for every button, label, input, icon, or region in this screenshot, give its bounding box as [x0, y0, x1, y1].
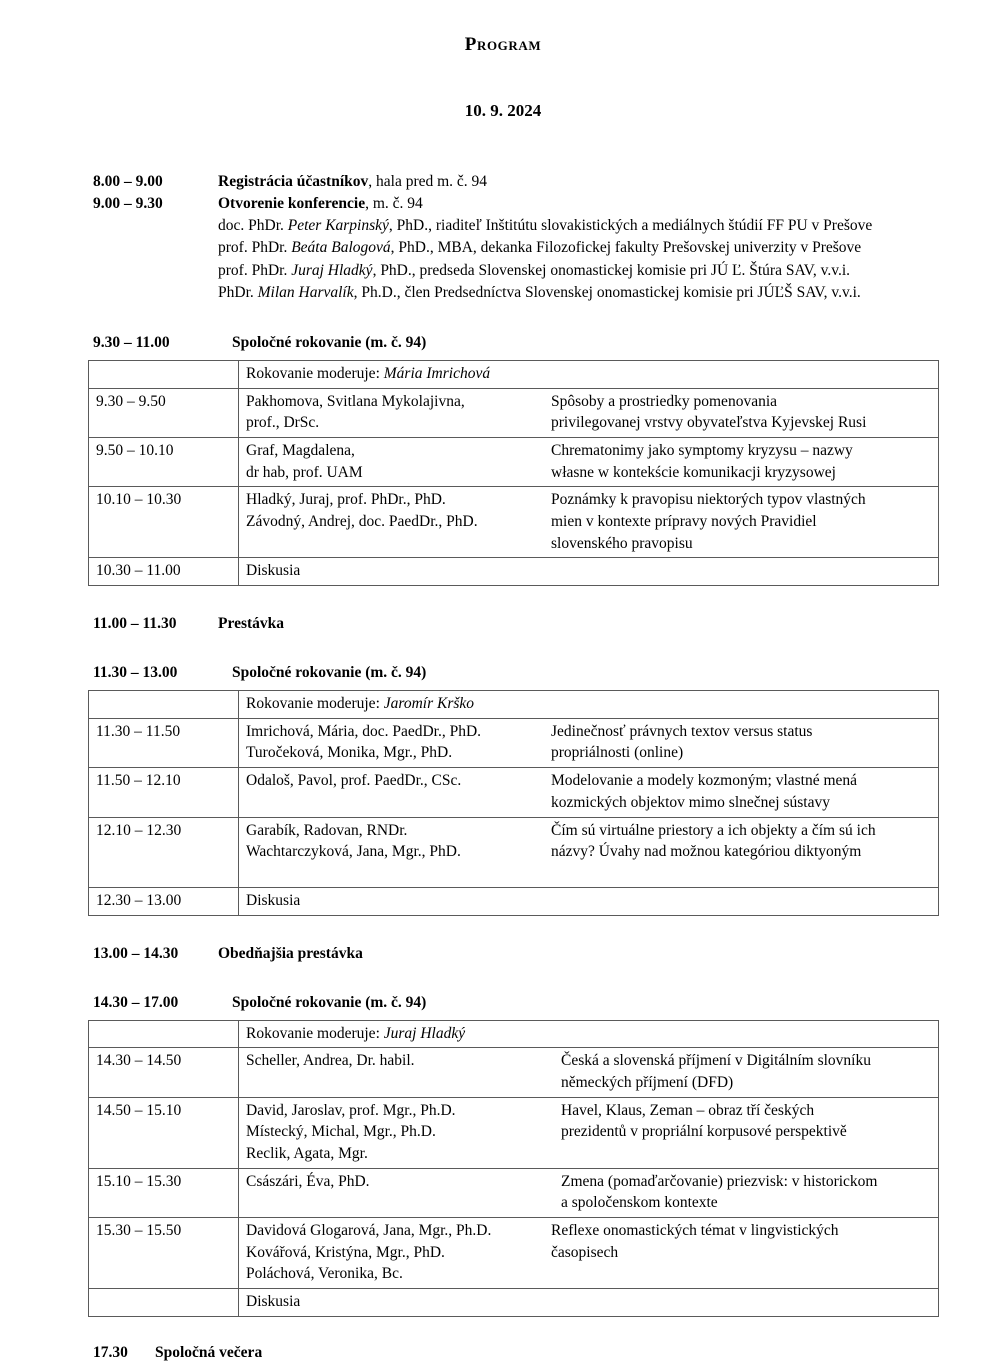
- speaker-name: Juraj Hladký: [291, 261, 373, 279]
- table-row: [89, 487, 939, 558]
- session-2-label: Spoločné rokovanie (m. č. 94): [232, 664, 427, 682]
- discussion-label: Diskusia: [246, 562, 301, 580]
- row-content: [239, 887, 939, 915]
- moderator-row: [89, 360, 939, 388]
- table-row: [89, 1218, 939, 1289]
- page-title: Program: [464, 34, 542, 55]
- row-authors: Imrichová, Mária, doc. PaedDr., PhD. Turočeková, Monika, Mgr., PhD.: [246, 722, 482, 762]
- moderator-cell: Rokovanie moderuje: Mária Imrichová: [239, 360, 939, 388]
- row-content: [239, 1097, 939, 1168]
- row-time: 14.30 – 14.50: [89, 1048, 239, 1097]
- opening-row: [0, 193, 1006, 215]
- moderator-time-cell: [89, 691, 239, 719]
- speaker-entry: doc. PhDr. Peter Karpinský, PhD., riaditeľ Inštitútu slovakistických a mediálnych štúdií FF PU v Prešove: [218, 217, 873, 234]
- table-row: [89, 1048, 939, 1097]
- table-row: [89, 558, 939, 586]
- moderator-time-cell: [89, 360, 239, 388]
- row-time: 12.30 – 13.00: [89, 887, 239, 915]
- row-authors: Pakhomova, Svitlana Mykolajivna, prof., DrSc.: [246, 392, 465, 432]
- moderator-cell: Rokovanie moderuje: Juraj Hladký: [239, 1020, 939, 1048]
- session-3-time: 14.30 – 17.00: [93, 993, 179, 1011]
- row-title: Jedinečnosť právnych textov versus status propriálnosti (online): [551, 722, 813, 762]
- speaker-entry: prof. PhDr. Beáta Balogová, PhD., MBA, dekanka Filozofickej fakulty Prešovskej univerzity v Prešove: [218, 239, 862, 257]
- row-content: [239, 718, 939, 767]
- speaker-entry: PhDr. Milan Harvalík, Ph.D., člen Predsedníctva Slovenskej onomastickej komisie pri JÚĽŠ SAV, v.v.i.: [218, 284, 861, 302]
- moderator-name: Juraj Hladký: [383, 1024, 466, 1042]
- discussion-label: Diskusia: [246, 1293, 301, 1311]
- discussion-label: Diskusia: [246, 891, 301, 909]
- table-row: [89, 817, 939, 887]
- table-row: [89, 1289, 939, 1317]
- row-time: [89, 1289, 239, 1317]
- row-blank-line: [246, 863, 938, 884]
- opening-time: 9.00 – 9.30: [93, 195, 163, 212]
- registration-detail: , hala pred m. č. 94: [368, 173, 488, 190]
- opening-detail: , m. č. 94: [365, 195, 423, 212]
- lunch-break-row: [0, 943, 1006, 965]
- session-3-label: Spoločné rokovanie (m. č. 94): [232, 993, 427, 1011]
- opening-label: Otvorenie konferencie, m. č. 94: [218, 195, 423, 212]
- row-time: 10.10 – 10.30: [89, 487, 239, 558]
- row-time: 15.10 – 15.30: [89, 1168, 239, 1217]
- row-time: 11.50 – 12.10: [89, 768, 239, 817]
- row-content: [239, 1289, 939, 1317]
- row-content: [239, 1048, 939, 1097]
- moderator-name: Jaromír Krško: [383, 695, 475, 713]
- row-title: Modelovanie a modely kozmoným; vlastné mená kozmických objektov mimo slnečnej sústavy: [551, 772, 858, 811]
- table-row: [89, 1168, 939, 1217]
- lunch-break-time: 13.00 – 14.30: [93, 944, 179, 962]
- table-row: [89, 437, 939, 486]
- session-1-label: Spoločné rokovanie (m. č. 94): [232, 333, 427, 351]
- dinner-label: Spoločná večera: [155, 1343, 263, 1361]
- moderator-row: [89, 691, 939, 719]
- row-content: [239, 487, 939, 558]
- row-authors: Odaloš, Pavol, prof. PaedDr., CSc.: [246, 772, 462, 790]
- row-title: Chrematonimy jako symptomy kryzysu – nazwy własne w kontekście komunikacji kryzysowej: [551, 441, 853, 481]
- row-authors: Garabík, Radovan, RNDr. Wachtarczyková, Jana, Mgr., PhD.: [246, 821, 461, 861]
- session-2-time: 11.30 – 13.00: [93, 664, 178, 682]
- row-title: Havel, Klaus, Zeman – obraz tří českých prezidentů v propriální korpusové perspektivě: [561, 1101, 847, 1141]
- moderator-time-cell: [89, 1020, 239, 1048]
- registration-row: [0, 171, 1006, 193]
- row-authors: Davidová Glogarová, Jana, Mgr., Ph.D. Kovářová, Kristýna, Mgr., PhD. Poláchová, Veronika, Bc.: [246, 1222, 492, 1283]
- row-title: Česká a slovenská příjmení v Digitálním slovníku německých příjmení (DFD): [561, 1052, 871, 1091]
- registration-label: Registrácia účastníkov, hala pred m. č. 94: [218, 173, 488, 190]
- table-row: [89, 718, 939, 767]
- session-3-table: [88, 1020, 939, 1317]
- table-row: [89, 1097, 939, 1168]
- moderator-row: [89, 1020, 939, 1048]
- row-title: Spôsoby a prostriedky pomenovania privilegovanej vrstvy obyvateľstva Kyjevskej Rusi: [551, 392, 867, 432]
- row-authors: Graf, Magdalena, dr hab, prof. UAM: [246, 441, 363, 481]
- table-row: [89, 388, 939, 437]
- morning-break-row: [0, 613, 1006, 635]
- lunch-break-label: Obedňajšia prestávka: [218, 944, 363, 962]
- row-content: [239, 558, 939, 586]
- row-time: 15.30 – 15.50: [89, 1218, 239, 1289]
- dinner-row: [0, 1344, 1006, 1362]
- conference-date: 10. 9. 2024: [464, 101, 542, 120]
- session-1-time: 9.30 – 11.00: [93, 333, 170, 351]
- session-2-table: [88, 690, 939, 916]
- row-content: [239, 817, 939, 887]
- row-time: 9.50 – 10.10: [89, 437, 239, 486]
- row-title: Reflexe onomastických témat v lingvistických časopisech: [551, 1222, 839, 1261]
- row-authors: Császári, Éva, PhD.: [246, 1172, 370, 1190]
- dinner-time: 17.30: [93, 1343, 128, 1361]
- opening-speakers-list: [0, 215, 1006, 305]
- row-content: [239, 388, 939, 437]
- row-authors: David, Jaroslav, prof. Mgr., Ph.D. Místecký, Michal, Mgr., Ph.D. Reclik, Agata, Mgr.: [246, 1101, 456, 1162]
- registration-time: 8.00 – 9.00: [93, 173, 163, 190]
- session-3-heading: [0, 992, 1006, 1014]
- table-row: [89, 768, 939, 817]
- moderator-cell: Rokovanie moderuje: Jaromír Krško: [239, 691, 939, 719]
- row-content: [239, 437, 939, 486]
- row-content: [239, 1168, 939, 1217]
- speaker-entry: prof. PhDr. Juraj Hladký, PhD., predseda Slovenskej onomastickej komisie pri JÚ Ľ. Štúra SAV, v.v.i.: [218, 261, 851, 279]
- table-row: [89, 887, 939, 915]
- session-1-table: [88, 360, 939, 586]
- speaker-name: Beáta Balogová: [291, 239, 391, 257]
- row-time: 11.30 – 11.50: [89, 718, 239, 767]
- speaker-name: Milan Harvalík: [257, 284, 354, 302]
- row-time: 14.50 – 15.10: [89, 1097, 239, 1168]
- row-authors: Scheller, Andrea, Dr. habil.: [246, 1052, 415, 1070]
- row-authors: Hladký, Juraj, prof. PhDr., PhD. Závodný, Andrej, doc. PaedDr., PhD.: [246, 491, 478, 530]
- row-title: Zmena (pomaďarčovanie) priezvisk: v historickom a spoločenskom kontexte: [561, 1172, 878, 1212]
- row-time: 10.30 – 11.00: [89, 558, 239, 586]
- speaker-name: Peter Karpinský: [287, 217, 389, 234]
- morning-break-label: Prestávka: [218, 615, 285, 633]
- session-1-heading: [0, 332, 1006, 354]
- row-title: Poznámky k pravopisu niektorých typov vlastných mien v kontexte prípravy nových Pravidiel slovenského pravopisu: [551, 491, 866, 552]
- moderator-name: Mária Imrichová: [383, 364, 491, 382]
- session-2-heading: [0, 662, 1006, 684]
- row-time: 12.10 – 12.30: [89, 817, 239, 887]
- row-content: [239, 768, 939, 817]
- row-title: Čím sú virtuálne priestory a ich objekty a čím sú ich názvy? Úvahy nad možnou kategóriou diktyoným: [551, 821, 876, 861]
- morning-break-time: 11.00 – 11.30: [93, 615, 177, 633]
- row-time: 9.30 – 9.50: [89, 388, 239, 437]
- row-content: [239, 1218, 939, 1289]
